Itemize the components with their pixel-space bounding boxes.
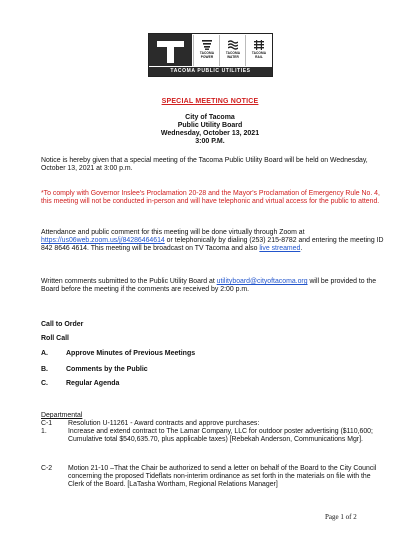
tacoma-public-utilities-logo — [148, 33, 273, 77]
comments-text: will be provided to the Board before the meeting if the comments are received by 2:00 p.m. — [41, 278, 377, 294]
item-c2-text: Motion 21-10 –That the Chair be authorized to send a letter on behalf of the Board to the City Council concerning the proposed Tideflats non-interim ordinance as set forth in the materials on file with the Clerk of the Board. [LaTasha Wortham, Regional Relations Manager] — [68, 465, 377, 489]
header-city: City of Tacoma — [185, 114, 235, 121]
item-c1-sub-text: Increase and extend contract to The Lamar Company, LLC for outdoor poster advertising ($110,600; Cumulative total $540,635.70, plus applicable taxes) [Rebekah Anderson, Communications Mgr]. — [68, 428, 373, 444]
tacoma-t-logo-icon — [149, 34, 192, 66]
call-to-order-heading: Call to Order — [41, 321, 84, 328]
logo-unit-power — [193, 35, 220, 66]
board-email-link[interactable]: utilityboard@cityoftacoma.org — [216, 278, 308, 285]
page-number: Page 1 of 2 — [325, 513, 357, 521]
logo-unit-label: TACOMA RAIL — [251, 51, 267, 59]
logo-unit-label: TACOMA POWER — [199, 51, 215, 59]
header-board: Public Utility Board — [177, 122, 243, 129]
logo-unit-label: TACOMA WATER — [225, 51, 241, 59]
intro-paragraph: Notice is hereby given that a special meeting of the Tacoma Public Utility Board will be held on Wednesday, October 13, 2021 at 3:00 p.m. — [41, 157, 368, 173]
comments-text: Written comments submitted to the Public Utility Board at — [41, 278, 217, 285]
item-c1-sub-number: 1. — [41, 428, 47, 435]
header-date: Wednesday, October 13, 2021 — [160, 130, 260, 137]
zoom-link[interactable]: https://us06web.zoom.us/j/84286464614 — [41, 237, 165, 245]
agenda-letter: C. — [41, 380, 48, 387]
logo-unit-water — [219, 35, 246, 66]
agenda-item-regular-agenda: Regular Agenda — [66, 380, 120, 387]
agenda-letter: B. — [41, 366, 48, 373]
rail-lines-icon — [254, 40, 264, 50]
attendance-paragraph — [41, 229, 386, 253]
departmental-label: Departmental — [41, 412, 83, 419]
header-time: 3:00 P.M. — [195, 138, 225, 145]
item-c1-text: Resolution U-11261 - Award contracts and approve purchases: — [68, 420, 260, 427]
proclamation-paragraph: *To comply with Governor Inslee's Proclamation 20-28 and the Mayor's Proclamation of Emergency Rule No. 4, this meeting will not be conducted in-person and will have telephonic and virtual access for the public to attend. — [41, 190, 380, 206]
roll-call-heading: Roll Call — [41, 335, 70, 342]
notice-title: SPECIAL MEETING NOTICE — [161, 98, 259, 105]
written-comments-paragraph — [41, 278, 386, 294]
item-code-c2: C-2 — [41, 465, 53, 472]
attendance-text: or telephonically by dialing (253) 215-8782 and entering the meeting ID 842 8646 4614. This meeting will be broadcast on TV Tacoma and also — [41, 237, 384, 253]
attendance-text: Attendance and public comment for this meeting will be done virtually through Zoom at — [41, 229, 305, 236]
logo-unit-rail — [245, 35, 272, 66]
agenda-letter: A. — [41, 350, 48, 357]
power-lines-icon — [202, 40, 212, 50]
attendance-text: . — [300, 245, 303, 253]
water-waves-icon — [228, 40, 238, 50]
agenda-item-approve-minutes: Approve Minutes of Previous Meetings — [66, 350, 196, 357]
live-stream-link[interactable]: live streamed — [259, 245, 301, 253]
item-code-c1: C-1 — [41, 420, 53, 427]
logo-band-text: TACOMA PUBLIC UTILITIES — [149, 67, 272, 76]
agenda-item-public-comments: Comments by the Public — [66, 366, 148, 373]
